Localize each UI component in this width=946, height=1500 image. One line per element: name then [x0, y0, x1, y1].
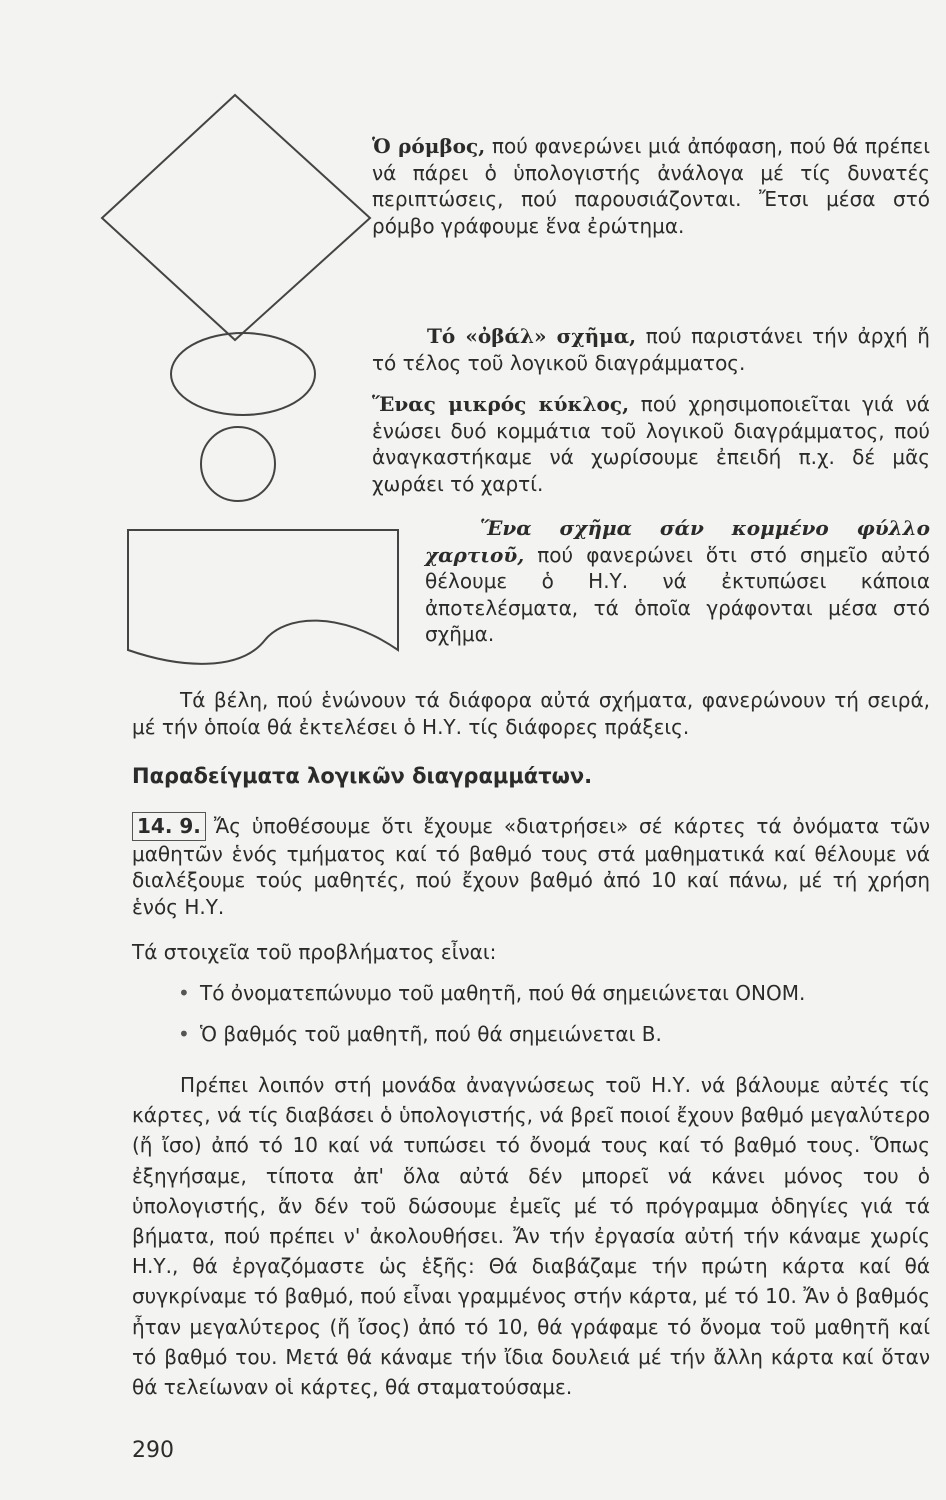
rhombus-shape: [102, 95, 370, 340]
example-number: 14. 9.: [132, 812, 206, 841]
body-paragraph: Πρέπει λοιπόν στή μονάδα ἀναγνώσεως τοῦ Η.Υ. νά βάλουμε αὐτές τίς κάρτες, νά τίς διαβάσει ὁ ὑπολογιστής, νά βρεῖ ποιοί ἔχουν βαθμό μεγαλύτερο (ἤ ἴσο) ἀπό τό 10 καί νά τυπώσει τό ὄνομά τους καί τό βαθμό τους. Ὅπως ἐξηγήσαμε, τίποτα ἀπ' ὅλα αὐτά δέν μπορεῖ νά κάνει μόνος του ὁ ὑπολογιστής, ἄν δέν τοῦ δώσουμε ἐμεῖς μέ τό πρόγραμμα ὁδηγίες γιά τά βήματα, πού πρέπει ν' ἀκολουθήσει. Ἄν τήν ἐργασία αὐτή τήν κάναμε χωρίς Η.Υ., θά ἐργαζόμαστε ὡς ἑξῆς: Θά διαβάζαμε τήν πρώτη κάρτα καί θά συγκρίναμε τό βαθμό, πού εἶναι γραμμένος στήν κάρτα, μέ τό 10. Ἄν ὁ βαθμός ἦταν μεγαλύτερος (ἤ ἴσος) ἀπό τό 10, θά γράφαμε τό ὄνομα τοῦ μαθητῆ καί τό βαθμό του. Μετά θά κάναμε τήν ἴδια δουλειά μέ τήν ἄλλη κάρτα καί ὅταν θά τελείωναν οἱ κάρτες, θά σταματούσαμε.: [132, 1073, 930, 1400]
circle-text: πού χρησιμοποιεῖται γιά νά ἑνώσει δυό κομμάτια τοῦ λογικοῦ διαγράμματος, πού ἀναγκαστήκαμε νά χωρίσουμε ἐπειδή π.χ. δέ μᾶς χωράει τό χαρτί.: [372, 392, 930, 496]
paper-term: Ἕνα σχῆμα σάν κομμένο φύλλο χαρτιοῦ,: [425, 516, 930, 567]
rhombus-description: [372, 133, 930, 239]
oval-term: Τό «ὀβάλ» σχῆμα,: [427, 324, 637, 348]
section-heading: Παραδείγματα λογικῶν διαγραμμάτων.: [132, 764, 593, 788]
bullet-item: [178, 980, 930, 1007]
oval-description: [372, 323, 930, 376]
circle-description: [372, 391, 930, 497]
example-intro: [132, 812, 930, 920]
bullet-icon: •: [178, 1022, 190, 1046]
arrows-paragraph: Τά βέλη, πού ἑνώνουν τά διάφορα αὐτά σχήματα, φανερώνουν τή σειρά, μέ τήν ὁποία θά ἐκτελέσει ὁ Η.Υ. τίς διάφορες πράξεις.: [132, 688, 930, 739]
circle-term: Ἕνας μικρός κύκλος,: [372, 392, 630, 416]
circle-shape: [201, 427, 275, 501]
cut-paper-shape: [128, 530, 398, 664]
bullet-text: Τό ὀνοματεπώνυμο τοῦ μαθητῆ, πού θά σημειώνεται ΟΝΟΜ.: [200, 981, 806, 1005]
rhombus-term: Ὁ ρόμβος,: [372, 134, 486, 158]
bullet-item: [178, 1021, 930, 1048]
elements-title: Τά στοιχεῖα τοῦ προβλήματος εἶναι:: [132, 940, 497, 964]
example-intro-text: Ἄς ὑποθέσουμε ὅτι ἔχουμε «διατρήσει» σέ κάρτες τά ὀνόματα τῶν μαθητῶν ἑνός τμήματος καί τό βαθμό τους στά μαθηματικά καί θέλουμε νά διαλέξουμε τούς μαθητές, πού ἔχουν βαθμό ἀπό 10 καί πάνω, μέ τή χρήση ἑνός Η.Υ.: [132, 814, 930, 919]
bullet-icon: •: [178, 981, 190, 1005]
paper-text: πού φανερώνει ὅτι στό σημεῖο αὐτό θέλουμε ὁ Η.Υ. νά ἐκτυπώσει κάποια ἀποτελέσματα, τά ὁποῖα γράφονται μέσα στό σχῆμα.: [425, 542, 930, 647]
rhombus-text: πού φανερώνει μιά ἀπόφαση, πού θά πρέπει νά πάρει ὁ ὑπολογιστής ἀνάλογα μέ τίς δυνατές περιπτώσεις, πού παρουσιάζονται. Ἔτσι μέσα στό ρόμβο γράφουμε ἕνα ἐρώτημα.: [372, 134, 931, 238]
oval-shape: [171, 333, 315, 415]
oval-text: πού παριστάνει τήν ἀρχή ἤ τό τέλος τοῦ λογικοῦ διαγράμματος.: [372, 324, 930, 375]
page-number: 290: [132, 1438, 174, 1463]
paper-description: [425, 515, 930, 648]
bullet-text: Ὁ βαθμός τοῦ μαθητῆ, πού θά σημειώνεται Β.: [200, 1022, 662, 1046]
